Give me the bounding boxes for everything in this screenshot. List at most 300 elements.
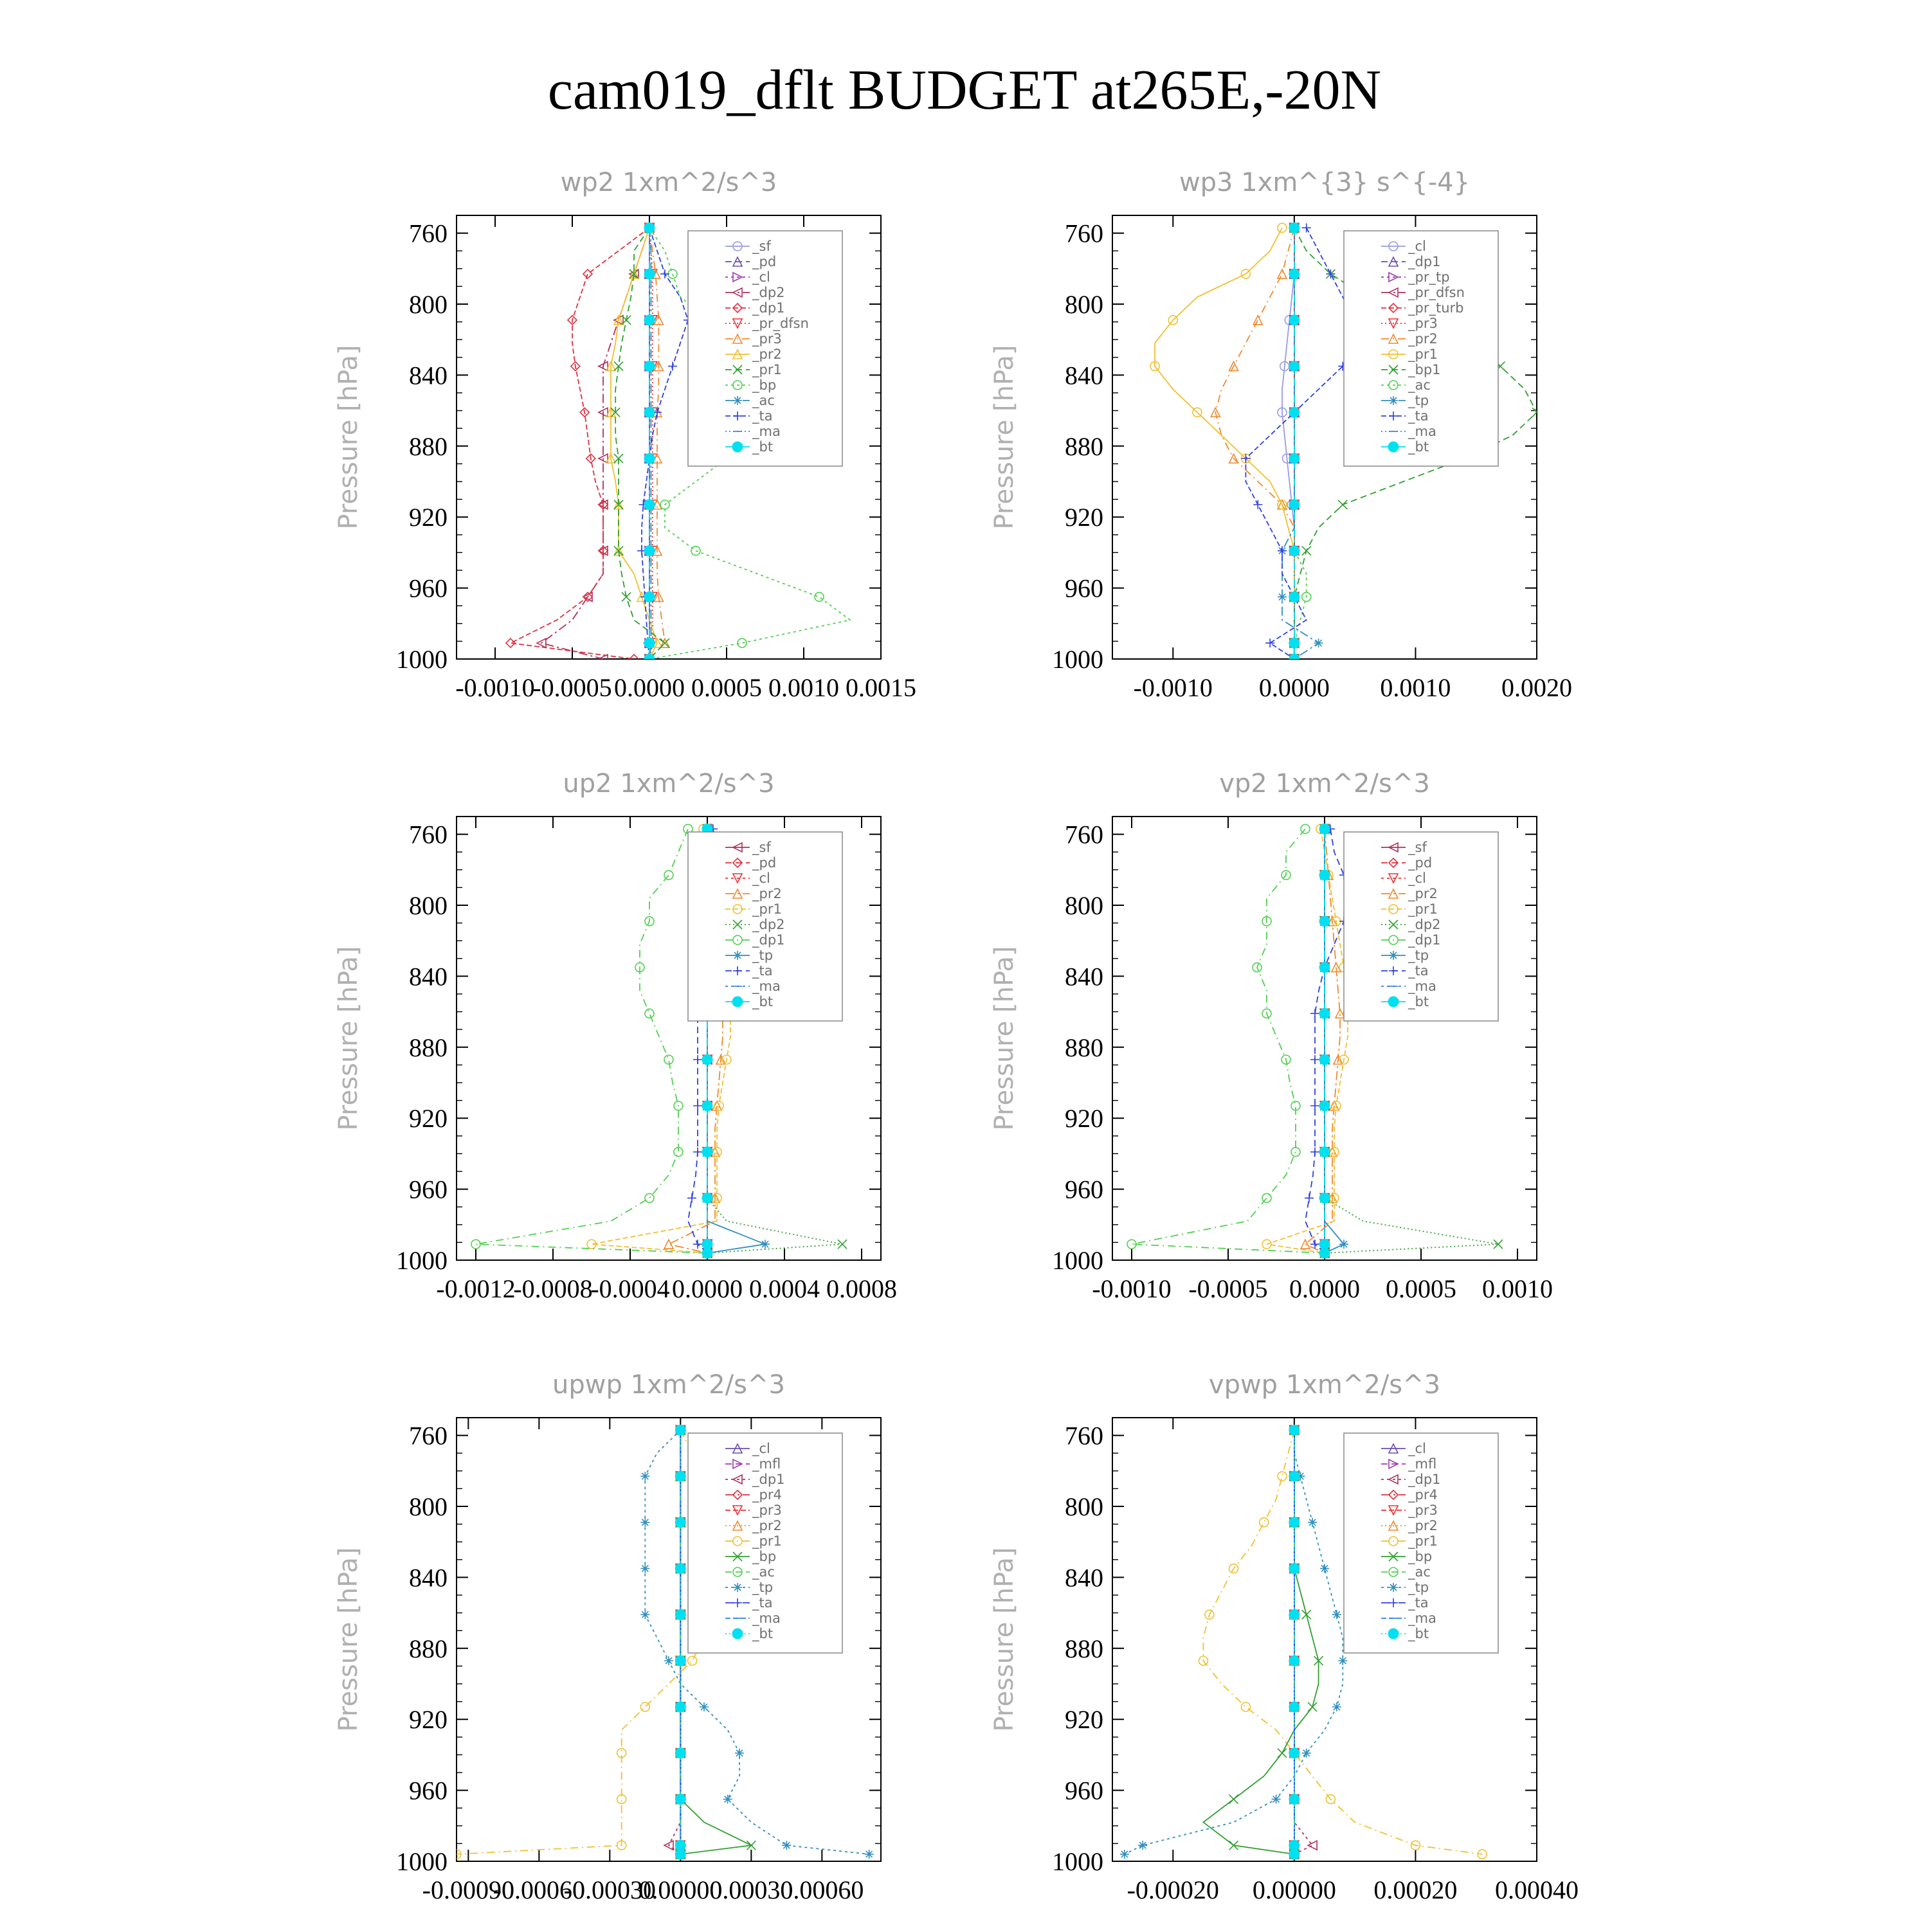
data-point [688,1656,697,1665]
data-point [735,1749,744,1758]
data-point [691,546,700,555]
x-tick-label: 0.0010 [1380,673,1451,702]
data-point [693,1101,702,1110]
panel-title: wp2 1xm^2/s^3 [560,168,777,197]
y-axis-label: Pressure [hPa] [334,1547,363,1732]
data-point [1319,1248,1330,1258]
legend-label: _pd [752,855,777,871]
y-tick-label: 880 [1065,1634,1103,1663]
legend-label: _ta [1408,963,1429,979]
legend-label: _mfl [752,1456,781,1472]
legend-label: _pr2 [752,347,782,362]
data-point [702,1248,712,1258]
x-tick-label: -0.00030 [563,1875,656,1904]
legend-marker [732,1629,743,1639]
x-tick-label: 0.0000 [1289,1274,1360,1303]
y-tick-label: 880 [409,1634,448,1663]
legend-label: _ta [752,1595,773,1611]
legend-label: _bt [1408,994,1429,1009]
legend-label: _dp1 [752,300,785,316]
legend-label: _dp2 [1408,917,1441,932]
data-point [1289,1656,1300,1666]
series-line [1125,1430,1343,1854]
data-point [1272,1794,1281,1803]
x-tick-label: 0.00060 [780,1875,864,1904]
y-tick-label: 960 [1065,1175,1103,1204]
x-tick-label: 0.00000 [1252,1875,1336,1904]
data-point [644,269,655,279]
legend-marker [1389,396,1398,405]
data-point [1289,453,1300,464]
x-tick-label: 0.0000 [672,1274,743,1303]
y-tick-label: 920 [409,1705,448,1735]
x-tick-label: -0.00020 [1127,1875,1219,1904]
legend-label: _ma [1408,424,1436,439]
legend-label: _pr3 [752,331,782,347]
legend-label: _ta [752,963,773,979]
legend-label: _ma [1408,1611,1436,1626]
data-point [1289,1564,1300,1574]
y-tick-label: 1000 [1052,1847,1103,1876]
y-axis-label: Pressure [hPa] [334,946,363,1131]
legend-label: _ac [1408,377,1431,393]
data-point [675,1794,685,1804]
legend-label: _ma [752,1611,781,1626]
y-tick-label: 800 [409,891,448,920]
x-tick-label: 0.00040 [1495,1875,1579,1904]
data-point [1262,1193,1271,1202]
data-point [640,1564,649,1573]
y-tick-label: 800 [1065,290,1103,319]
legend-label: _pr3 [1408,316,1438,331]
data-point [675,1702,685,1712]
x-tick-label: 0.0010 [768,673,839,702]
data-point [1319,1008,1330,1018]
data-point [1302,546,1311,555]
data-point [645,1193,654,1202]
y-tick-label: 760 [409,219,448,248]
chart-panel [990,168,1572,702]
data-point [1289,222,1300,233]
legend-label: _bp1 [1408,362,1441,377]
legend-label: _pr1 [1408,347,1438,362]
legend-label: _tp [1408,393,1429,408]
data-point [723,1794,732,1803]
series-line [541,228,649,659]
data-point [1302,1749,1311,1758]
data-point [1302,223,1311,232]
legend-label: _ac [1408,1564,1431,1580]
data-point [644,407,655,417]
legend-marker [1389,951,1398,960]
data-point [1289,654,1300,664]
data-point [838,1240,847,1249]
legend-marker [733,1583,742,1592]
y-tick-label: 840 [409,361,448,390]
legend-label: _ac [752,393,775,408]
data-point [640,1518,649,1527]
figure-title: cam019_dflt BUDGET at265E,-20N [547,59,1382,122]
panel-title: upwp 1xm^2/s^3 [552,1370,785,1400]
legend-label: _cl [1408,871,1426,886]
data-point [1289,1609,1300,1620]
data-point [668,362,677,371]
x-tick-label: -0.0008 [513,1274,593,1303]
x-tick-label: 0.00000 [638,1875,723,1904]
legend-label: _pd [1408,855,1433,871]
y-axis-label: Pressure [hPa] [990,345,1019,530]
data-point [644,222,655,233]
legend-label: _dp2 [752,285,785,300]
legend-label: _pr2 [1408,1518,1438,1533]
legend-marker [1389,1583,1398,1592]
legend-marker [1388,442,1399,452]
data-point [1310,1009,1319,1018]
data-point [865,1850,874,1859]
data-point [583,269,592,278]
data-point [702,1054,712,1065]
legend-label: _sf [1408,840,1427,855]
legend-label: _pr4 [752,1487,782,1503]
data-point [700,1702,709,1711]
data-point [1308,1518,1317,1527]
series-line [1282,228,1319,659]
panel-title: wp3 1xm^{3} s^{-4} [1179,168,1471,197]
legend-label: _tp [752,948,774,963]
data-point [1289,1471,1300,1481]
legend-label: _dp1 [752,1472,785,1487]
x-tick-label: 0.0000 [1258,673,1330,702]
y-tick-label: 960 [409,1776,448,1805]
data-point [660,269,669,278]
legend-label: _tp [752,1580,774,1595]
data-point [664,1656,673,1665]
data-point [1265,638,1274,647]
x-tick-label: 0.0005 [1386,1274,1456,1303]
legend-label: _dp1 [1408,254,1441,269]
chart-panel [334,168,916,702]
legend-marker [733,951,742,960]
y-axis-label: Pressure [hPa] [990,946,1019,1131]
panel-title: vpwp 1xm^2/s^3 [1208,1370,1441,1400]
y-tick-label: 840 [409,1563,448,1593]
data-point [644,654,655,664]
legend-label: _ta [1408,408,1429,424]
data-point [640,1610,649,1619]
data-point [1229,1794,1238,1803]
legend-label: _cl [752,871,770,886]
series-line [1155,228,1294,659]
legend-label: _pr1 [752,362,782,377]
data-point [1138,1841,1147,1850]
legend-label: _bp [752,377,777,393]
data-point [1291,1148,1300,1157]
legend-label: _bt [752,439,774,455]
data-point [1289,315,1300,325]
data-point [1278,1749,1287,1758]
y-tick-label: 920 [409,1104,448,1133]
data-point [640,1472,649,1481]
legend-label: _pr2 [1408,886,1438,901]
legend-label: _dp1 [1408,1472,1441,1487]
data-point [675,1849,685,1859]
data-point [664,1240,673,1249]
x-tick-label: 0.0020 [1501,673,1572,702]
data-point [644,361,655,372]
y-tick-label: 880 [409,1033,448,1062]
legend-label: _tp [1408,948,1429,963]
data-point [1310,1055,1319,1064]
data-point [1338,1656,1347,1665]
legend-label: _pr1 [1408,901,1438,917]
legend-marker [732,997,743,1007]
legend-label: _pr2 [1408,331,1438,347]
data-point [1320,1564,1329,1573]
legend-label: _bp [752,1549,777,1564]
data-point [1289,1849,1300,1859]
data-point [702,1193,712,1203]
legend-label: _pd [752,254,777,269]
legend-label: _bt [752,1626,774,1641]
legend-label: _bt [752,994,774,1009]
data-point [645,1009,654,1018]
data-point [622,592,631,601]
legend-label: _pr_tp [1408,269,1450,285]
data-point [1278,269,1287,278]
data-point [1278,592,1287,601]
y-tick-label: 760 [409,1421,448,1450]
data-point [1289,269,1300,279]
data-point [693,1148,702,1157]
chart-panel [990,1370,1579,1904]
legend-label: _dp2 [752,917,785,932]
data-point [782,1841,791,1850]
y-tick-label: 840 [409,962,448,991]
series-line [1305,829,1348,1253]
data-point [687,1193,696,1202]
x-tick-label: -0.0005 [1188,1274,1268,1303]
data-point [1289,407,1300,417]
data-point [1319,962,1330,973]
data-point [1289,546,1300,556]
legend-label: _pr_dfsn [752,316,809,331]
y-tick-label: 800 [1065,891,1103,920]
legend-label: _mfl [1408,1456,1437,1472]
data-point [1302,1610,1311,1619]
data-point [815,592,824,601]
y-tick-label: 1000 [396,1847,448,1876]
data-point [675,1425,685,1435]
x-tick-label: -0.0010 [455,673,535,702]
data-point [1314,638,1323,647]
y-tick-label: 760 [1065,219,1103,248]
legend-label: _dp1 [1408,932,1441,948]
legend-label: _dp1 [752,932,785,948]
legend-label: _pr3 [1408,1503,1438,1518]
legend-marker [1388,997,1399,1007]
data-point [664,871,673,880]
data-point [1319,870,1330,880]
legend-label: _cl [1408,239,1426,254]
data-point [1319,1193,1330,1203]
data-point [1305,1193,1314,1202]
legend-label: _pr1 [752,1533,782,1549]
legend-label: _sf [752,239,771,254]
data-point [1253,316,1262,325]
legend-label: _sf [752,840,771,855]
legend-label: _ta [752,408,773,424]
data-point [675,1471,685,1481]
legend-marker [1388,1629,1399,1639]
x-tick-label: 0.00030 [709,1875,793,1904]
legend-marker [732,442,743,452]
data-point [1289,1517,1300,1528]
data-point [1289,1794,1300,1804]
data-point [1338,500,1347,509]
data-point [1289,1748,1300,1758]
y-tick-label: 1000 [1052,645,1103,674]
data-point [1289,361,1300,372]
data-point [1289,638,1300,648]
y-tick-label: 1000 [1052,1246,1103,1275]
panel-title: up2 1xm^2/s^3 [563,769,775,799]
y-tick-label: 960 [1065,1776,1103,1805]
data-point [471,1240,480,1249]
y-tick-label: 880 [1065,431,1103,461]
data-point [1319,1054,1330,1065]
legend-label: _cl [752,1441,770,1456]
data-point [1332,1610,1341,1619]
series-line [1203,1430,1318,1854]
data-point [1289,591,1300,602]
legend-label: _bt [1408,1626,1429,1641]
legend-label: _bt [1408,439,1429,455]
legend-marker [733,396,742,405]
legend-label: _ta [1408,1595,1429,1611]
legend-label: _cl [752,269,770,285]
y-tick-label: 840 [1065,1563,1103,1593]
data-point [702,1101,712,1111]
series-line [669,1430,680,1854]
data-point [1278,1472,1287,1481]
y-tick-label: 960 [409,1175,448,1204]
y-tick-label: 960 [409,573,448,603]
legend-label: _pr_dfsn [1408,285,1465,300]
data-point [644,315,655,325]
data-point [1319,1147,1330,1157]
chart-panel [990,769,1553,1303]
series-line [1267,829,1348,1253]
data-point [644,546,655,556]
series-line [1294,1430,1312,1854]
x-tick-label: 0.00020 [1373,1875,1458,1904]
data-point [640,1702,649,1711]
data-point [1289,1425,1300,1435]
x-tick-label: 0.0008 [826,1274,897,1303]
x-tick-label: 0.0005 [691,673,762,702]
data-point [1319,916,1330,926]
data-point [1339,1240,1348,1249]
legend-label: _pr2 [752,886,782,901]
legend-label: _pr1 [1408,1533,1438,1549]
y-axis-label: Pressure [hPa] [334,345,363,530]
data-point [693,1055,702,1064]
series-line [1245,228,1355,659]
legend-label: _ma [1408,979,1436,994]
y-tick-label: 920 [1065,1104,1103,1133]
data-point [1310,1148,1319,1157]
data-point [1310,1101,1319,1110]
data-point [1120,1850,1129,1859]
y-tick-label: 840 [1065,962,1103,991]
series-line [476,829,707,1253]
legend-label: _pr1 [752,901,782,917]
y-tick-label: 760 [1065,1421,1103,1450]
y-tick-label: 920 [409,503,448,532]
legend-label: _pr3 [752,1503,782,1518]
data-point [1289,500,1300,510]
legend-label: _tp [1408,1580,1429,1595]
data-point [702,1147,712,1157]
data-point [675,1564,685,1574]
y-tick-label: 880 [409,431,448,461]
data-point [644,453,655,464]
y-tick-label: 880 [1065,1033,1103,1062]
x-tick-label: -0.0012 [436,1274,516,1303]
x-tick-label: -0.0010 [1092,1274,1172,1303]
y-tick-label: 760 [1065,820,1103,849]
panel-title: vp2 1xm^2/s^3 [1219,769,1430,799]
x-tick-label: -0.00090 [422,1875,514,1904]
y-tick-label: 760 [409,820,448,849]
data-point [675,1609,685,1620]
data-point [1308,1702,1317,1711]
data-point [644,500,655,510]
legend-label: _ma [752,979,781,994]
data-point [1241,1702,1250,1711]
series-line [457,1430,716,1854]
y-tick-label: 800 [409,290,448,319]
data-point [1319,1101,1330,1111]
y-tick-label: 800 [1065,1492,1103,1521]
data-point [693,1240,702,1249]
y-axis-label: Pressure [hPa] [990,1547,1019,1732]
data-point [1253,500,1262,509]
y-tick-label: 920 [1065,503,1103,532]
data-point [1289,1702,1300,1712]
x-tick-label: 0.0015 [846,673,916,702]
y-tick-label: 840 [1065,361,1103,390]
data-point [675,1748,685,1758]
chart-panel [334,769,897,1303]
x-tick-label: 0.0004 [749,1274,820,1303]
legend-label: _ac [752,1564,775,1580]
data-point [1332,1702,1341,1711]
x-tick-label: -0.0004 [590,1274,670,1303]
data-point [761,1240,770,1249]
y-tick-label: 1000 [396,1246,448,1275]
y-tick-label: 920 [1065,1705,1103,1735]
y-tick-label: 960 [1065,573,1103,603]
legend-label: _pr4 [1408,1487,1438,1503]
legend-label: _ma [752,424,781,439]
x-tick-label: 0.0000 [614,673,685,702]
legend-label: _cl [1408,1441,1426,1456]
legend-label: _pr2 [752,1518,782,1533]
data-point [644,591,655,602]
legend-label: _pr_turb [1408,300,1464,316]
data-point [1260,1518,1269,1527]
